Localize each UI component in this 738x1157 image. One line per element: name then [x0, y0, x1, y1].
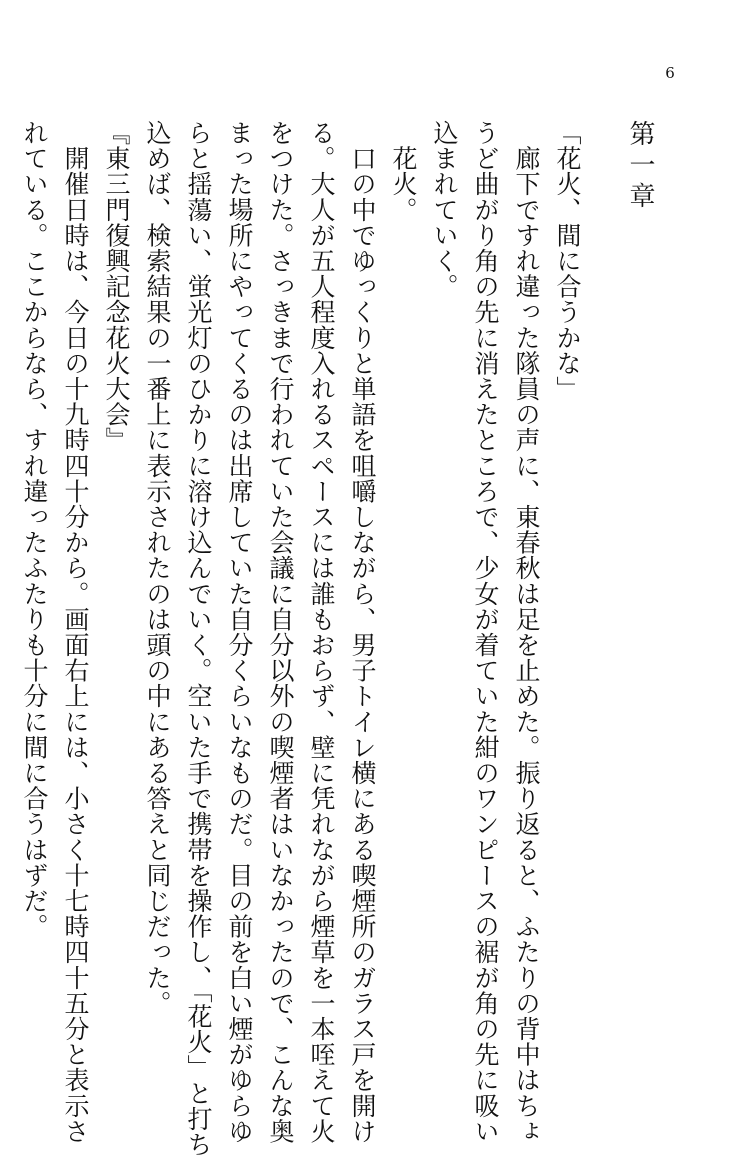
text-line: れている。ここからなら、すれ違ったふたりも十分に間に合うはずだ。 — [20, 120, 49, 940]
vertical-text-body — [14, 120, 660, 1157]
text-line: 廊下ですれ違った隊員の声に、東春秋は足を止めた。振り返ると、ふたりの背中はちょ — [512, 120, 541, 1144]
text-line: 込めば、検索結果の一番上に表示されたのは頭の中にある答えと同じだった。 — [143, 120, 172, 1016]
chapter-title: 第一章 — [625, 120, 655, 213]
text-line: らと揺蕩い、蛍光灯のひかりに溶け込んでいく。空いた手で携帯を操作し、「花火」と打ち — [184, 120, 213, 1157]
page-number: 6 — [665, 64, 675, 82]
text-line: まった場所にやってくるのは出席していた自分くらいなものだ。目の前を白い煙がゆらゆ — [225, 120, 254, 1144]
text-line: 口の中でゆっくりと単語を咀嚼しながら、男子トイレ横にある喫煙所のガラス戸を開け — [348, 120, 377, 1144]
text-line: 花火。 — [389, 120, 418, 223]
text-line: うど曲がり角の先に消えたところで、少女が着ていた紺のワンピースの裾が角の先に吸い — [471, 120, 500, 1144]
text-line: 「花火、間に合うかな」 — [553, 120, 582, 402]
text-line: をつけた。さっきまで行われていた会議に自分以外の喫煙者はいなかったので、こんな奥 — [266, 120, 295, 1144]
text-line: 『東三門復興記念花火大会』 — [102, 120, 131, 453]
text-line: 込まれていく。 — [430, 120, 459, 300]
text-line: 開催日時は、今日の十九時四十分から。画面右上には、小さく十七時四十五分と表示さ — [61, 120, 90, 1144]
text-line: る。大人が五人程度入れるスペースには誰もおらず、壁に凭れながら煙草を一本咥えて火 — [307, 120, 336, 1144]
